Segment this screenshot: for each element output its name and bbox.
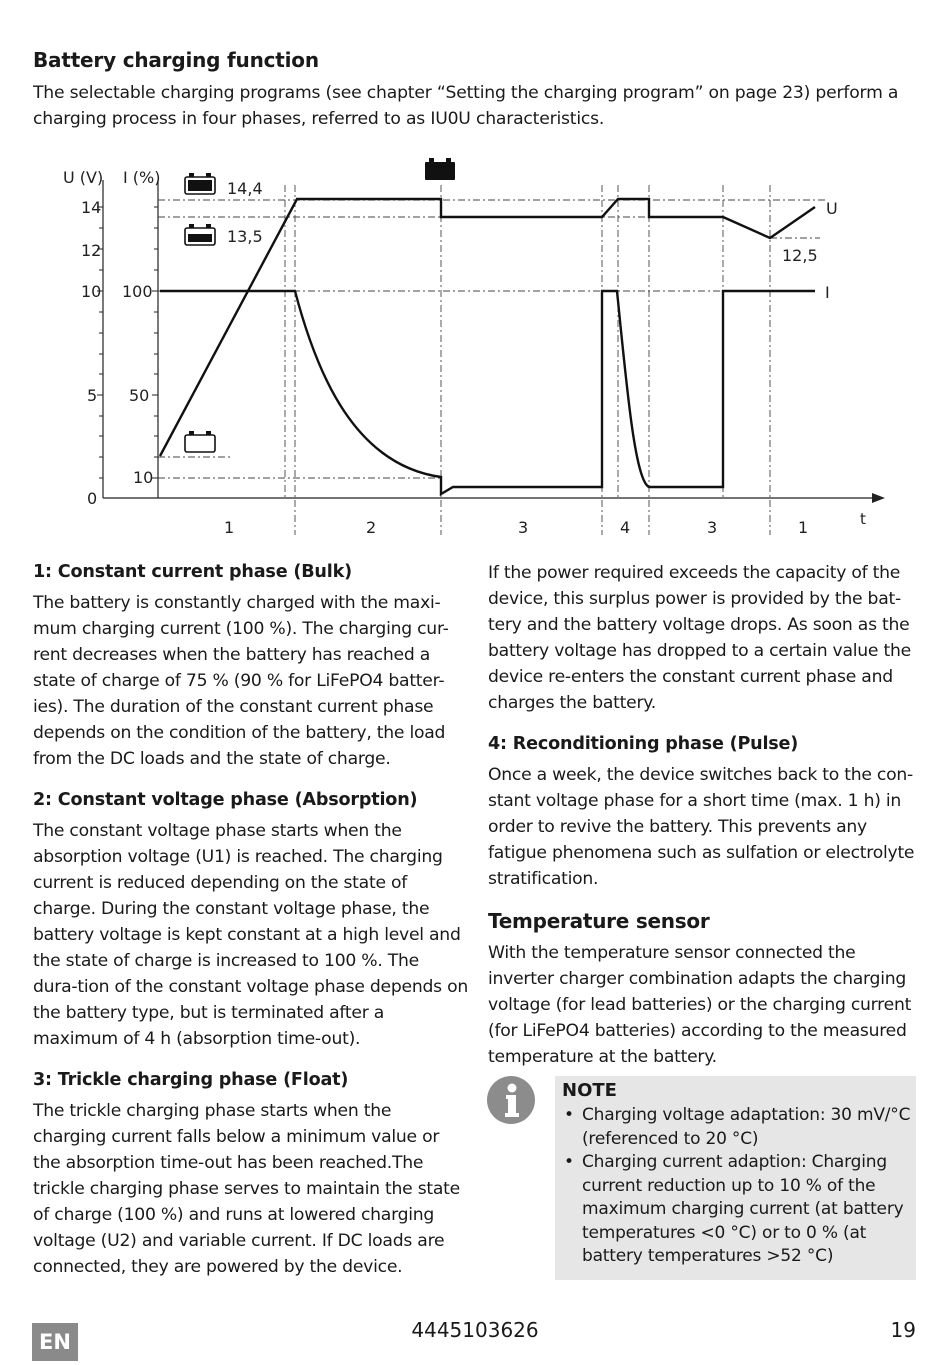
u-axis-label: U (V) — [63, 168, 104, 187]
note-item: • Charging voltage adaptation: 30 mV/°C (referenced to 20 °C) — [562, 1104, 912, 1151]
phase-label-1b: 1 — [798, 518, 809, 537]
absorption-text: The constant voltage phase starts when the absorption voltage (U1) is reached. The charging current is reduced depending on the state of charge. During the constant voltage phase, the battery voltage is kept constant at a high level and the state of charge is increased to 100 %. The dura-tion of the constant voltage phase depends on the battery type, but is terminated after a maximum of 4 h (absorption time-out). — [33, 821, 468, 1049]
battery-full-icon — [185, 173, 215, 194]
voltage-label-13-5: 13,5 — [227, 227, 263, 246]
u-tick-12: 12 — [81, 241, 102, 260]
voltage-label-12-5: 12,5 — [782, 246, 818, 265]
i-tick-50: 50 — [129, 386, 150, 405]
phase-label-1: 1 — [224, 518, 235, 537]
bulk-text: The battery is constantly charged with the maxi-mum charging current (100 %). The charging cur-rent decreases when the battery has reached a state of charge of 75 % (90 % for LiFePO4 batter-ies). The duration of the constant current phase depends on the condition of the battery, the load from the DC loads and the state of charge. — [33, 593, 449, 769]
series-label-i: I — [825, 283, 830, 302]
battery-empty-icon — [185, 431, 215, 452]
left-column — [33, 560, 468, 1296]
note-box — [555, 1076, 916, 1280]
i-tick-10: 10 — [133, 468, 154, 487]
bulk-heading: 1: Constant current phase (Bulk) — [33, 562, 352, 582]
section-title: Battery charging function — [33, 48, 319, 72]
info-icon — [487, 1076, 535, 1124]
voltage-label-14-4: 14,4 — [227, 179, 263, 198]
phase-label-2: 2 — [366, 518, 377, 537]
language-badge: EN — [32, 1323, 78, 1361]
t-axis-label: t — [860, 510, 866, 528]
pulse-heading: 4: Reconditioning phase (Pulse) — [488, 734, 799, 754]
right-column — [488, 560, 923, 1086]
float-heading: 3: Trickle charging phase (Float) — [33, 1070, 349, 1090]
series-label-u: U — [826, 199, 838, 218]
intro-paragraph: The selectable charging programs (see chapter “Setting the charging program” on page 23) perform a charging process in four phases, referred to as IU0U characteristics. — [33, 83, 899, 129]
pulse-text: Once a week, the device switches back to the con-stant voltage phase for a short time (max. 1 h) in order to revive the battery. This prevents any fatigue phenomena such as sulfation or electrolyte stratification. — [488, 765, 915, 889]
u-tick-5: 5 — [87, 386, 98, 405]
float-text: The trickle charging phase starts when the charging current falls below a minimum value or the absorption time-out has been reached.The trickle charging phase serves to maintain the state of charge (100 %) and runs at lowered charging voltage (U2) and variable current. If DC loads are connected, they are powered by the device. — [33, 1101, 460, 1277]
note-item: • Charging current adaption: Charging current reduction up to 10 % of the maximum charging current (at battery temperatures <0 °C) or to 0 % (at battery temperatures >52 °C) — [562, 1151, 912, 1269]
battery-charged-icon — [425, 158, 455, 180]
current-curve-i — [160, 291, 815, 494]
document-number: 4445103626 — [411, 1318, 539, 1342]
phase-label-4: 4 — [620, 518, 631, 537]
note-title: NOTE — [562, 1080, 617, 1101]
u-tick-0: 0 — [87, 489, 98, 508]
float-text-continued: If the power required exceeds the capacity of the device, this surplus power is provided by the bat-tery and the battery voltage drops. As soon as the battery voltage has dropped to a certain value the device re-enters the constant current phase and charges the battery. — [488, 563, 911, 713]
i-tick-100: 100 — [122, 282, 153, 301]
temperature-heading: Temperature sensor — [488, 909, 710, 933]
phase-label-3b: 3 — [707, 518, 718, 537]
t-axis-arrow — [872, 493, 885, 503]
u-tick-14: 14 — [81, 198, 102, 217]
u-tick-10: 10 — [81, 282, 102, 301]
i-axis-label: I (%) — [123, 168, 161, 187]
battery-mostly-full-icon — [185, 224, 215, 245]
page-number: 19 — [890, 1318, 916, 1342]
phase-label-3: 3 — [518, 518, 529, 537]
note-list — [562, 1104, 912, 1269]
absorption-heading: 2: Constant voltage phase (Absorption) — [33, 790, 418, 810]
temperature-text: With the temperature sensor connected the inverter charger combination adapts the charging voltage (for lead batteries) or the charging current (for LiFePO4 batteries) according to the measured temperature at the battery. — [488, 943, 912, 1067]
iu0u-charging-chart — [55, 150, 895, 545]
